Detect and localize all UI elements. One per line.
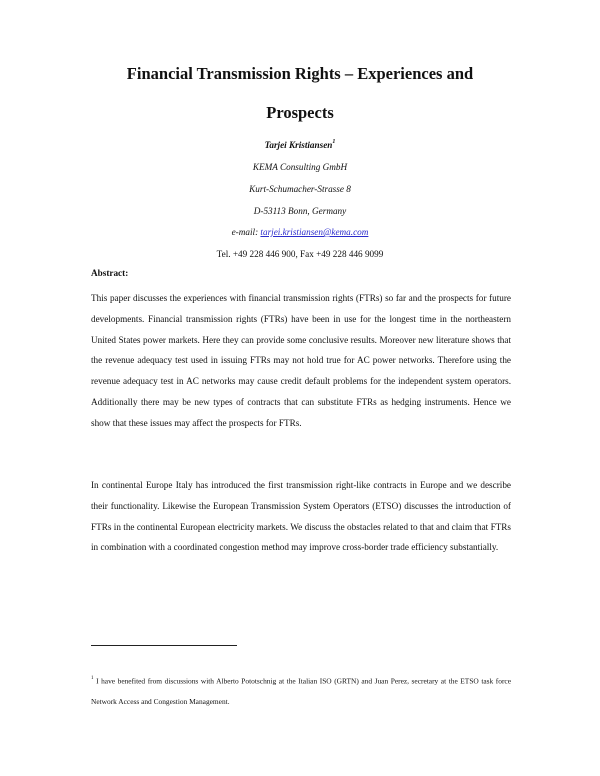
paper-title-line-2: Prospects <box>266 103 334 122</box>
author-footnote-marker[interactable]: 1 <box>332 139 336 145</box>
paper-title-line-1: Financial Transmission Rights – Experiences and <box>126 64 474 83</box>
author-street: Kurt-Schumacher-Strasse 8 <box>249 184 351 194</box>
email-label: e-mail: <box>231 227 259 237</box>
author-city: D-53113 Bonn, Germany <box>253 206 347 216</box>
footnote-marker: 1 <box>91 676 94 681</box>
email-link[interactable]: tarjei.kristiansen@kema.com <box>260 227 369 237</box>
author-name <box>100 140 500 150</box>
abstract-paragraph-1: This paper discusses the experiences with financial transmission rights (FTRs) so far and the prospects for future developments. Financial transmission rights (FTRs) have been in use for the longest time in the northeastern United States power markets. Here they can provide some conclusive results. Moreover new literature shows that the revenue adequacy test used in issuing FTRs may not hold true for AC power networks. Therefore using the revenue adequacy test in AC networks may cause credit default problems for the independent system operators. Additionally there may be new types of contracts that can substitute FTRs as hedging instruments. Hence we show that these issues may affect the prospects for FTRs. <box>91 293 511 428</box>
footnote-text: I have benefited from discussions with Alberto Pototschnig at the Italian ISO (GRTN) and Juan Perez, secretary at the ETSO task force Network Access and Congestion Management. <box>91 676 511 707</box>
abstract-heading: Abstract: <box>91 268 129 278</box>
author-company: KEMA Consulting GmbH <box>252 162 348 172</box>
author-name-text: Tarjei Kristiansen <box>264 140 333 151</box>
abstract-paragraph-2: In continental Europe Italy has introduced the first transmission right-like contracts in Europe and we describe their functionality. Likewise the European Transmission System Operators (ETSO) discusses the introduction of FTRs in the continental European electricity markets. We discuss the obstacles related to that and claim that FTRs in combination with a coordinated congestion method may improve cross-border trade efficiency substantially. <box>91 480 511 553</box>
footnote <box>91 669 511 712</box>
author-email-line <box>100 227 500 237</box>
author-telephone: Tel. +49 228 446 900, Fax +49 228 446 9099 <box>216 249 384 259</box>
footnote-separator <box>91 645 237 646</box>
